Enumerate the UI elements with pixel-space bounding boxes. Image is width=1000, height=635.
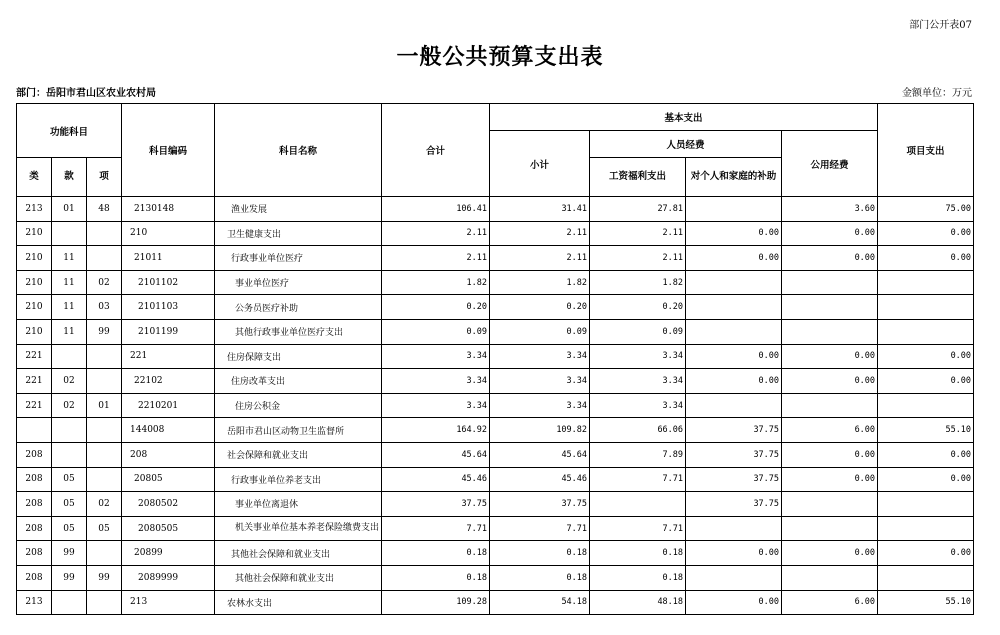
header-xiang: 项 (87, 158, 122, 197)
cell-kuan: 01 (52, 197, 87, 222)
cell-subtotal: 7.71 (490, 516, 590, 541)
cell-public (782, 270, 878, 295)
cell-public: 0.00 (782, 541, 878, 566)
cell-code: 144008 (122, 418, 215, 443)
cell-code: 210 (122, 221, 215, 246)
table-row (17, 442, 974, 467)
cell-individual: 37.75 (686, 442, 782, 467)
cell-total: 0.20 (382, 295, 490, 320)
cell-name: 住房保障支出 (215, 344, 382, 369)
cell-wages: 48.18 (590, 590, 686, 615)
cell-total: 1.82 (382, 270, 490, 295)
cell-lei: 213 (17, 197, 52, 222)
cell-code: 2080502 (122, 492, 215, 517)
header-individual: 对个人和家庭的补助 (686, 158, 782, 197)
cell-lei: 213 (17, 590, 52, 615)
header-wages: 工资福利支出 (590, 158, 686, 197)
table-row (17, 270, 974, 295)
cell-xiang (87, 418, 122, 443)
cell-name: 卫生健康支出 (215, 221, 382, 246)
department-label: 部门：岳阳市君山区农业农村局 (16, 88, 156, 99)
cell-project (878, 270, 974, 295)
cell-subtotal: 45.64 (490, 442, 590, 467)
cell-public: 0.00 (782, 467, 878, 492)
cell-wages: 3.34 (590, 393, 686, 418)
cell-total: 106.41 (382, 197, 490, 222)
cell-xiang (87, 369, 122, 394)
cell-total: 37.75 (382, 492, 490, 517)
cell-individual: 37.75 (686, 492, 782, 517)
cell-wages: 0.09 (590, 319, 686, 344)
cell-code: 22102 (122, 369, 215, 394)
cell-name: 事业单位离退休 (215, 492, 382, 517)
cell-subtotal: 31.41 (490, 197, 590, 222)
cell-individual (686, 295, 782, 320)
page-title: 一般公共预算支出表 (396, 44, 604, 70)
cell-lei: 208 (17, 541, 52, 566)
table-row (17, 492, 974, 517)
cell-subtotal: 2.11 (490, 221, 590, 246)
cell-subtotal: 37.75 (490, 492, 590, 517)
cell-lei: 221 (17, 344, 52, 369)
cell-lei: 208 (17, 516, 52, 541)
table-row (17, 295, 974, 320)
cell-name: 其他社会保障和就业支出 (215, 565, 382, 590)
cell-subtotal: 0.20 (490, 295, 590, 320)
cell-kuan: 99 (52, 565, 87, 590)
cell-project (878, 492, 974, 517)
cell-wages: 0.18 (590, 541, 686, 566)
cell-name: 其他行政事业单位医疗支出 (215, 319, 382, 344)
cell-public: 0.00 (782, 442, 878, 467)
cell-total: 45.46 (382, 467, 490, 492)
cell-project (878, 393, 974, 418)
cell-project: 0.00 (878, 221, 974, 246)
cell-xiang (87, 467, 122, 492)
cell-public: 0.00 (782, 221, 878, 246)
cell-kuan: 11 (52, 319, 87, 344)
cell-kuan (52, 344, 87, 369)
cell-xiang (87, 590, 122, 615)
cell-individual: 0.00 (686, 221, 782, 246)
cell-name: 行政事业单位医疗 (215, 246, 382, 271)
cell-wages: 2.11 (590, 221, 686, 246)
cell-individual (686, 565, 782, 590)
cell-total: 3.34 (382, 393, 490, 418)
cell-wages: 0.18 (590, 565, 686, 590)
cell-name: 农林水支出 (215, 590, 382, 615)
cell-project: 55.10 (878, 418, 974, 443)
cell-kuan: 05 (52, 516, 87, 541)
cell-subtotal: 3.34 (490, 369, 590, 394)
cell-xiang (87, 344, 122, 369)
form-number: 部门公开表07 (909, 20, 972, 31)
cell-project (878, 516, 974, 541)
cell-public: 0.00 (782, 369, 878, 394)
cell-code: 21011 (122, 246, 215, 271)
table-row (17, 197, 974, 222)
header-project: 项目支出 (878, 104, 974, 197)
cell-project: 0.00 (878, 246, 974, 271)
cell-kuan: 05 (52, 467, 87, 492)
cell-total: 0.18 (382, 541, 490, 566)
cell-kuan: 99 (52, 541, 87, 566)
cell-name: 社会保障和就业支出 (215, 442, 382, 467)
cell-total: 2.11 (382, 246, 490, 271)
cell-name: 机关事业单位基本养老保险缴费支出 (215, 516, 382, 541)
cell-total: 2.11 (382, 221, 490, 246)
cell-individual (686, 516, 782, 541)
cell-total: 164.92 (382, 418, 490, 443)
table-row (17, 344, 974, 369)
budget-expenditure-table (16, 103, 974, 615)
cell-code: 213 (122, 590, 215, 615)
cell-subtotal: 0.18 (490, 541, 590, 566)
cell-wages: 66.06 (590, 418, 686, 443)
table-row (17, 590, 974, 615)
cell-lei: 208 (17, 565, 52, 590)
cell-code: 20899 (122, 541, 215, 566)
cell-xiang: 99 (87, 319, 122, 344)
cell-name: 岳阳市君山区动物卫生监督所 (215, 418, 382, 443)
header-code: 科目编码 (122, 104, 215, 197)
cell-individual: 37.75 (686, 467, 782, 492)
cell-name: 渔业发展 (215, 197, 382, 222)
cell-lei: 208 (17, 492, 52, 517)
cell-wages: 0.20 (590, 295, 686, 320)
cell-lei: 210 (17, 270, 52, 295)
cell-code: 2210201 (122, 393, 215, 418)
cell-project (878, 295, 974, 320)
header-personnel: 人员经费 (590, 131, 782, 158)
cell-xiang (87, 541, 122, 566)
header-lei: 类 (17, 158, 52, 197)
cell-individual (686, 197, 782, 222)
header-func-subject: 功能科目 (17, 104, 122, 158)
cell-name: 住房公积金 (215, 393, 382, 418)
table-row (17, 516, 974, 541)
header-subtotal: 小计 (490, 131, 590, 197)
table-row (17, 541, 974, 566)
cell-wages: 3.34 (590, 369, 686, 394)
cell-total: 0.09 (382, 319, 490, 344)
cell-lei: 210 (17, 319, 52, 344)
cell-total: 45.64 (382, 442, 490, 467)
cell-individual: 0.00 (686, 344, 782, 369)
cell-total: 3.34 (382, 344, 490, 369)
cell-wages (590, 492, 686, 517)
cell-xiang: 99 (87, 565, 122, 590)
cell-wages: 3.34 (590, 344, 686, 369)
cell-lei (17, 418, 52, 443)
cell-kuan: 11 (52, 295, 87, 320)
cell-xiang: 48 (87, 197, 122, 222)
cell-public (782, 492, 878, 517)
table-row (17, 467, 974, 492)
cell-project: 0.00 (878, 344, 974, 369)
cell-project (878, 319, 974, 344)
cell-xiang: 02 (87, 270, 122, 295)
cell-kuan: 02 (52, 393, 87, 418)
cell-kuan (52, 418, 87, 443)
cell-wages: 27.81 (590, 197, 686, 222)
cell-name: 行政事业单位养老支出 (215, 467, 382, 492)
cell-public: 3.60 (782, 197, 878, 222)
cell-public: 0.00 (782, 246, 878, 271)
cell-project: 0.00 (878, 369, 974, 394)
table-row (17, 221, 974, 246)
cell-public: 6.00 (782, 590, 878, 615)
cell-individual: 37.75 (686, 418, 782, 443)
cell-xiang (87, 221, 122, 246)
cell-subtotal: 2.11 (490, 246, 590, 271)
amount-unit-label: 金额单位：万元 (902, 88, 972, 99)
table-row (17, 418, 974, 443)
cell-public: 0.00 (782, 344, 878, 369)
cell-name: 住房改革支出 (215, 369, 382, 394)
cell-name: 其他社会保障和就业支出 (215, 541, 382, 566)
table-row (17, 393, 974, 418)
cell-individual: 0.00 (686, 369, 782, 394)
cell-public (782, 393, 878, 418)
cell-code: 2089999 (122, 565, 215, 590)
cell-wages: 2.11 (590, 246, 686, 271)
cell-individual (686, 270, 782, 295)
cell-code: 2080505 (122, 516, 215, 541)
header-basic: 基本支出 (490, 104, 878, 131)
cell-name: 公务员医疗补助 (215, 295, 382, 320)
cell-public (782, 516, 878, 541)
cell-total: 3.34 (382, 369, 490, 394)
cell-total: 0.18 (382, 565, 490, 590)
cell-subtotal: 54.18 (490, 590, 590, 615)
cell-project: 75.00 (878, 197, 974, 222)
cell-xiang: 05 (87, 516, 122, 541)
cell-total: 7.71 (382, 516, 490, 541)
cell-lei: 210 (17, 221, 52, 246)
cell-subtotal: 3.34 (490, 344, 590, 369)
cell-subtotal: 1.82 (490, 270, 590, 295)
cell-wages: 1.82 (590, 270, 686, 295)
cell-wages: 7.71 (590, 467, 686, 492)
cell-code: 221 (122, 344, 215, 369)
cell-project: 0.00 (878, 467, 974, 492)
table-row (17, 246, 974, 271)
header-total: 合计 (382, 104, 490, 197)
header-kuan: 款 (52, 158, 87, 197)
cell-kuan (52, 442, 87, 467)
cell-wages: 7.89 (590, 442, 686, 467)
cell-lei: 210 (17, 295, 52, 320)
cell-subtotal: 0.09 (490, 319, 590, 344)
cell-wages: 7.71 (590, 516, 686, 541)
cell-code: 20805 (122, 467, 215, 492)
cell-kuan: 02 (52, 369, 87, 394)
cell-individual (686, 319, 782, 344)
cell-public (782, 295, 878, 320)
cell-subtotal: 0.18 (490, 565, 590, 590)
cell-code: 2101103 (122, 295, 215, 320)
cell-kuan: 11 (52, 246, 87, 271)
cell-kuan (52, 221, 87, 246)
cell-subtotal: 3.34 (490, 393, 590, 418)
table-row (17, 319, 974, 344)
cell-total: 109.28 (382, 590, 490, 615)
cell-project: 0.00 (878, 541, 974, 566)
cell-code: 2101102 (122, 270, 215, 295)
cell-code: 2130148 (122, 197, 215, 222)
cell-project: 0.00 (878, 442, 974, 467)
cell-lei: 210 (17, 246, 52, 271)
cell-lei: 221 (17, 393, 52, 418)
cell-project (878, 565, 974, 590)
cell-code: 208 (122, 442, 215, 467)
cell-subtotal: 45.46 (490, 467, 590, 492)
header-name: 科目名称 (215, 104, 382, 197)
cell-lei: 208 (17, 467, 52, 492)
cell-name: 事业单位医疗 (215, 270, 382, 295)
cell-public (782, 319, 878, 344)
cell-xiang (87, 442, 122, 467)
cell-individual (686, 393, 782, 418)
cell-kuan (52, 590, 87, 615)
cell-xiang: 03 (87, 295, 122, 320)
cell-public: 6.00 (782, 418, 878, 443)
cell-lei: 208 (17, 442, 52, 467)
cell-subtotal: 109.82 (490, 418, 590, 443)
cell-kuan: 05 (52, 492, 87, 517)
cell-individual: 0.00 (686, 590, 782, 615)
cell-individual: 0.00 (686, 541, 782, 566)
table-row (17, 565, 974, 590)
cell-project: 55.10 (878, 590, 974, 615)
cell-code: 2101199 (122, 319, 215, 344)
cell-xiang: 01 (87, 393, 122, 418)
cell-xiang (87, 246, 122, 271)
cell-xiang: 02 (87, 492, 122, 517)
header-public: 公用经费 (782, 131, 878, 197)
cell-individual: 0.00 (686, 246, 782, 271)
cell-lei: 221 (17, 369, 52, 394)
table-row (17, 369, 974, 394)
cell-public (782, 565, 878, 590)
cell-kuan: 11 (52, 270, 87, 295)
